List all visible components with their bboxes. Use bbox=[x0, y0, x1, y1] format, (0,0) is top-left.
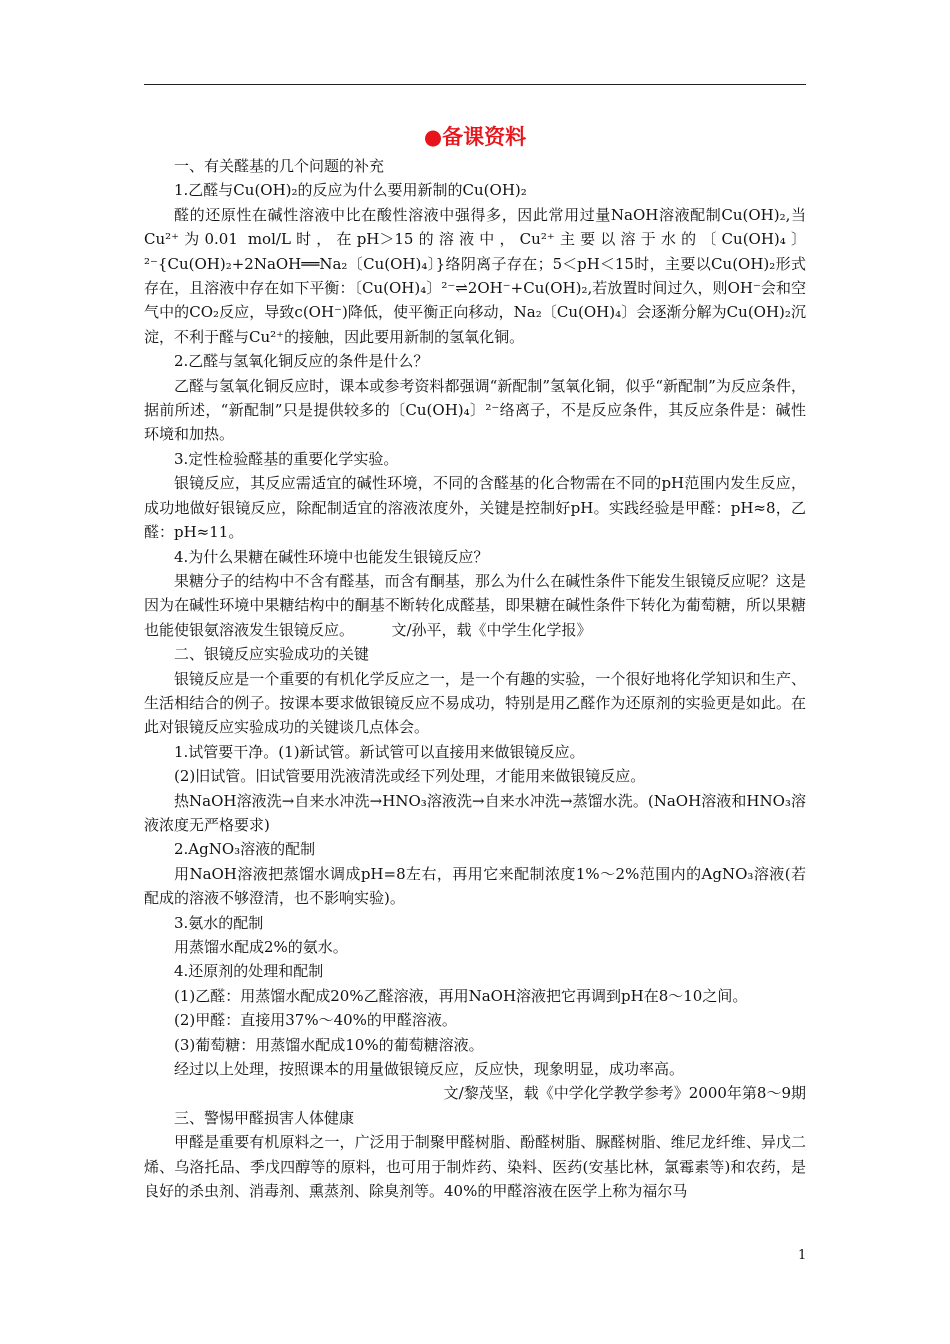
paragraph-b11: (3)葡萄糖：用蒸馏水配成10%的葡萄糖溶液。 bbox=[174, 1035, 484, 1054]
header-rule bbox=[144, 84, 806, 85]
paragraph-s2: 二、银镜反应实验成功的关键 bbox=[174, 645, 370, 664]
paragraph-b4: 2.AgNO₃溶液的配制 bbox=[174, 840, 316, 859]
paragraph-src2: 文/黎茂坚，载《中学化学教学参考》2000年第8～9期 bbox=[443, 1084, 806, 1103]
paragraph-b9: (1)乙醛：用蒸馏水配成20%乙醛溶液，再用NaOH溶液把它再调到pH在8～10之间。 bbox=[174, 986, 748, 1005]
paragraph-a2: 乙醛与氢氧化铜反应时，课本或参考资料都强调“新配制”氢氧化铜，似乎“新配制”为反应条件，据前所述，“新配制”只是提供较多的〔Cu(OH)₄〕²⁻络离子，不是反应条件，其反应条件是：碱性环境和加热。 bbox=[144, 376, 806, 444]
paragraph-list bbox=[144, 154, 806, 1203]
paragraph-a1: 醛的还原性在碱性溶液中比在酸性溶液中强得多，因此常用过量NaOH溶液配制Cu(OH)₂,当Cu²⁺为0.01 mol/L时，在pH＞15的溶液中，Cu²⁺主要以溶于水的〔Cu(OH)₄〕²⁻{Cu(OH)₂+2NaOH══Na₂〔Cu(OH)₄〕}络阴离子存在；5＜pH＜15时，主要以Cu(OH)₂形式存在，且溶液中存在如下平衡：〔Cu(OH)₄〕²⁻⇌2OH⁻+Cu(OH)₂,若放置时间过久，则OH⁻会和空气中的CO₂反应，导致c(OH⁻)降低，使平衡正向移动，Na₂〔Cu(OH)₄〕会逐渐分解为Cu(OH)₂沉淀，不利于醛与Cu²⁺的接触，因此要用新制的氢氧化铜。 bbox=[144, 205, 806, 346]
document-body bbox=[144, 120, 806, 1203]
paragraph-b6: 3.氨水的配制 bbox=[174, 913, 264, 932]
paragraph-b10: (2)甲醛：直接用37%～40%的甲醛溶液。 bbox=[174, 1011, 457, 1030]
page-number: 1 bbox=[798, 1248, 807, 1263]
paragraph-a6: 甲醛是重要有机原料之一，广泛用于制聚甲醛树脂、酚醛树脂、脲醛树脂、维尼龙纤维、异戊二烯、乌洛托品、季戊四醇等的原料，也可用于制炸药、染料、医药(安基比林，氯霉素等)和农药，是良好的杀虫剂、消毒剂、熏蒸剂、除臭剂等。40%的甲醛溶液在医学上称为福尔马 bbox=[144, 1133, 806, 1201]
paragraph-b2: (2)旧试管。旧试管要用洗液清洗或经下列处理，才能用来做银镜反应。 bbox=[174, 767, 646, 786]
paragraph-s1: 一、有关醛基的几个问题的补充 bbox=[174, 157, 385, 175]
paragraph-b7: 用蒸馏水配成2%的氨水。 bbox=[174, 938, 348, 956]
paragraph-a5: 银镜反应是一个重要的有机化学反应之一，是一个有趣的实验，一个很好地将化学知识和生产、生活相结合的例子。按课本要求做银镜反应不易成功，特别是用乙醛作为还原剂的实验更是如此。在此对银镜反应实验成功的关键谈几点体会。 bbox=[144, 669, 806, 737]
paragraph-q2: 2.乙醛与氢氧化铜反应的条件是什么？ bbox=[174, 352, 429, 371]
paragraph-q1: 1.乙醛与Cu(OH)₂的反应为什么要用新制的Cu(OH)₂ bbox=[174, 181, 527, 200]
paragraph-b12: 经过以上处理，按照课本的用量做银镜反应，反应快，现象明显，成功率高。 bbox=[174, 1060, 685, 1079]
paragraph-a4: 果糖分子的结构中不含有醛基，而含有酮基，那么为什么在碱性条件下能发生银镜反应呢？这是因为在碱性环境中果糖结构中的酮基不断转化成醛基，即果糖在碱性条件下转化为葡萄糖，所以果糖也能使银氨溶液发生银镜反应。 文/孙平，载《中学生化学报》 bbox=[144, 571, 806, 639]
paragraph-q3: 3.定性检验醛基的重要化学实验。 bbox=[174, 449, 399, 468]
paragraph-b3: 热NaOH溶液洗→自来水冲洗→HNO₃溶液洗→自来水冲洗→蒸馏水洗。(NaOH溶液和HNO₃溶液浓度无严格要求) bbox=[144, 791, 806, 834]
page-title: ●备课资料 bbox=[423, 124, 527, 149]
paragraph-b5: 用NaOH溶液把蒸馏水调成pH=8左右，再用它来配制浓度1%～2%范围内的AgNO₃溶液(若配成的溶液不够澄清，也不影响实验)。 bbox=[144, 864, 806, 908]
paragraph-q4: 4.为什么果糖在碱性环境中也能发生银镜反应？ bbox=[174, 547, 489, 566]
paragraph-a3: 银镜反应，其反应需适宜的碱性环境，不同的含醛基的化合物需在不同的pH范围内发生反应，成功地做好银镜反应，除配制适宜的溶液浓度外，关键是控制好pH。实践经验是甲醛：pH≈8，乙醛：pH≈11。 bbox=[144, 474, 806, 542]
paragraph-b8: 4.还原剂的处理和配制 bbox=[174, 962, 324, 981]
paragraph-b1: 1.试管要干净。(1)新试管。新试管可以直接用来做银镜反应。 bbox=[174, 742, 585, 761]
paragraph-s3: 三、警惕甲醛损害人体健康 bbox=[174, 1108, 355, 1127]
